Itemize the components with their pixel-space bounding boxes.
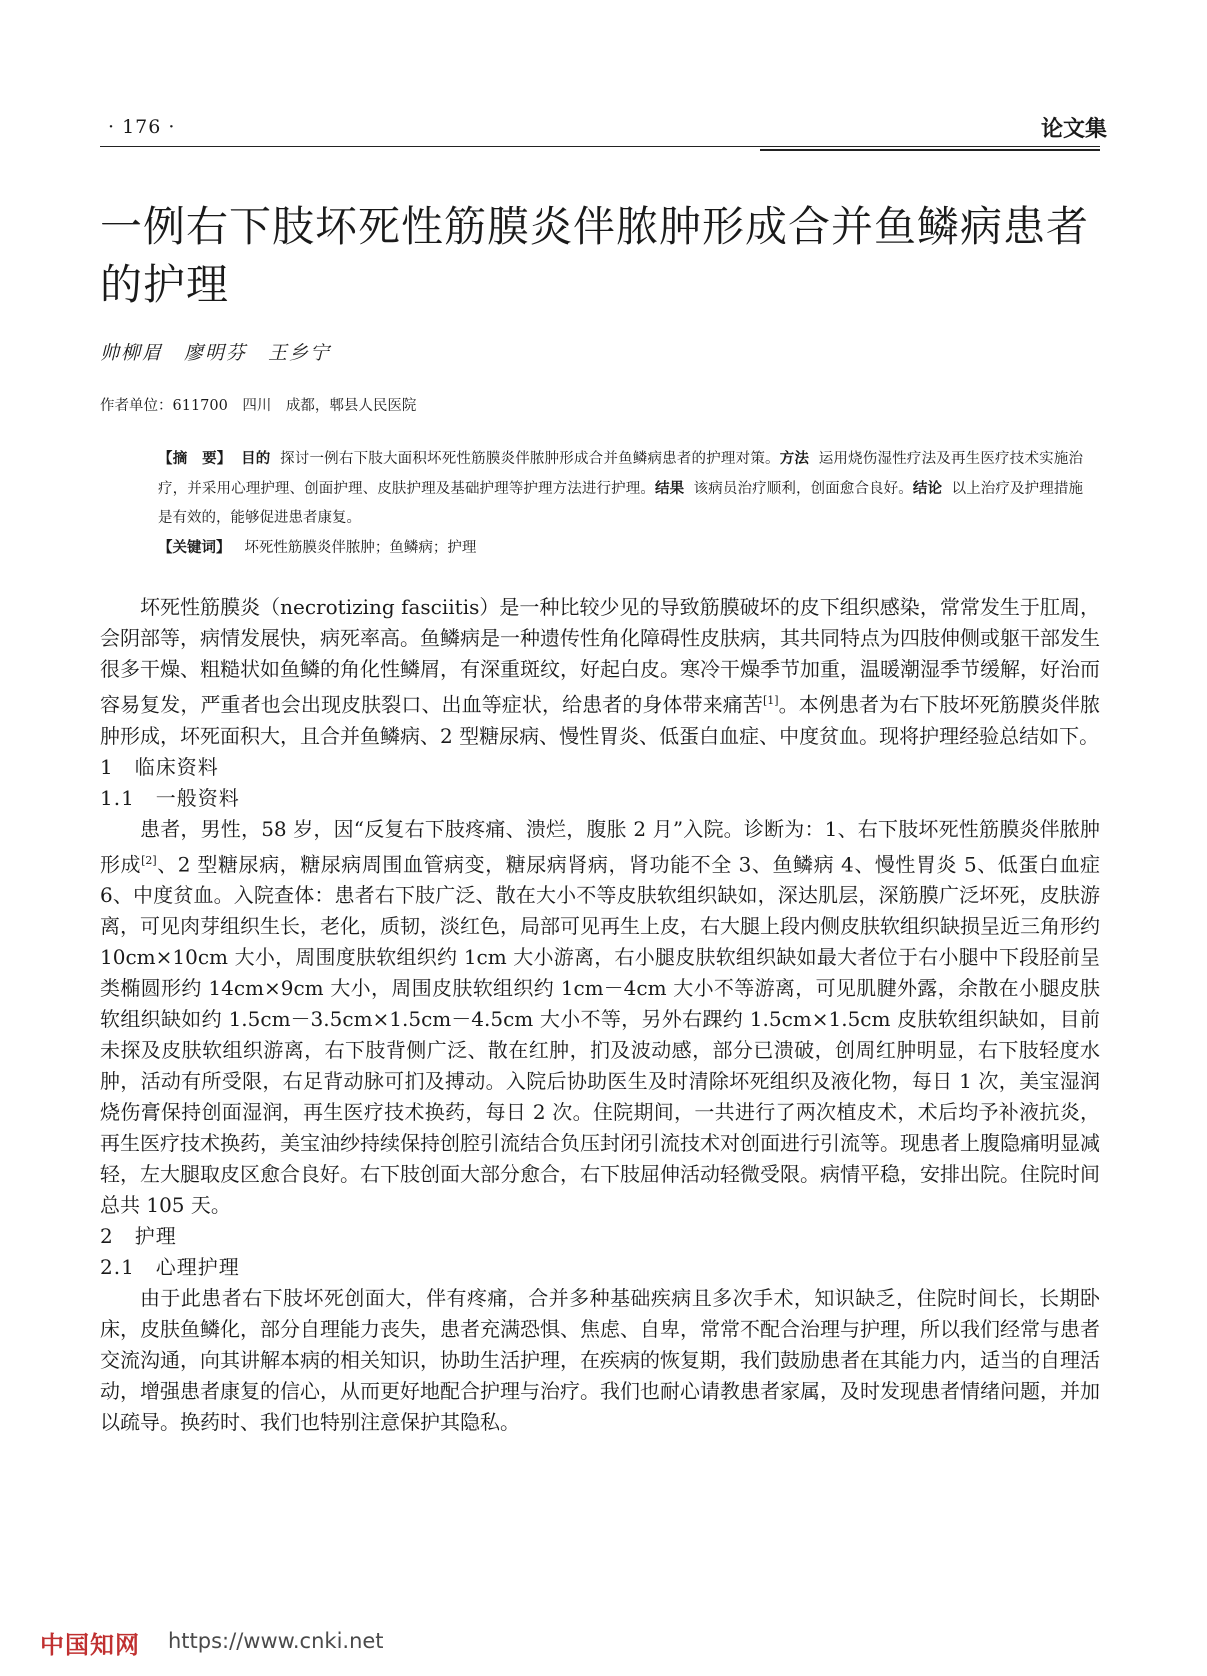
section-2-1-heading: 2.1 心理护理: [100, 1255, 240, 1280]
section-1-heading: 1 临床资料: [100, 754, 219, 779]
cnki-logo: 中国知网: [40, 1631, 140, 1659]
psych-paragraph: 由于此患者右下肢坏死创面大，伴有疼痛，合并多种基础疾病且多次手术，知识缺乏，住院时间长，长期卧床，皮肤鱼鳞化，部分自理能力丧失，患者充满恐惧、焦虑、自卑，常常不配合治理与护理，所以我们经常与患者交流沟通，向其讲解本病的相关知识，协助生活护理，在疾病的恢复期，我们鼓励患者在其能力内，适当的自理活动，增强患者康复的信心，从而更好地配合护理与治疗。我们也耐心请教患者家属，及时发现患者情绪问题，并加以疏导。换药时、我们也特别注意保护其隐私。: [100, 1286, 1100, 1435]
authors: 帅柳眉 廖明芬 王乡宁: [100, 342, 332, 364]
result-label: 结果: [654, 480, 685, 497]
case-text-b: 、2 型糖尿病，糖尿病周围血管病变，糖尿病肾病，肾功能不全 3、鱼鳞病 4、慢性胃炎 5、低蛋白血症 6、中度贫血。入院查体：患者右下肢广泛、散在大小不等皮肤软组织缺如，深达肌层，深筋膜广泛坏死，皮肤游离，可见肉芽组织生长，老化，质韧，淡红色，局部可见再生上皮，右大腿上段内侧皮肤软组织缺损呈近三角形约 10cm×10cm 大小，周围度肤软组织约 1cm 大小游离，右小腿皮肤软组织缺如最大者位于右小腿中下段胫前呈类椭圆形约 14cm×9cm 大小，周围皮肤软组织约 1cm－4cm 大小不等游离，可见肌腱外露，余散在小腿皮肤软组织缺如约 1.5cm－3.5cm×1.5cm－4.5cm 大小不等，另外右踝约 1.5cm×1.5cm 皮肤软组织缺如，目前未探及皮肤软组织游离，右下肢背侧广泛、散在红肿，扪及波动感，部分已溃破，创周红肿明显，右下肢轻度水肿，活动有所受限，右足背动脉可扪及搏动。入院后协助医生及时清除坏死组织及液化物，每日 1 次，美宝湿润烧伤膏保持创面湿润，再生医疗技术换药，每日 2 次。住院期间，一共进行了两次植皮术，术后均予补液抗炎，再生医疗技术换药，美宝油纱持续保持创腔引流结合负压封闭引流技术对创面进行引流等。现患者上腹隐痛明显减轻，左大腿取皮区愈合良好。右下肢创面大部分愈合，右下肢屈伸活动轻微受限。病情平稳，安排出院。住院时间总共 105 天。: [100, 852, 1101, 1218]
result-text: 该病员治疗顺利，创面愈合良好。: [693, 481, 913, 497]
header-rule-thick: [760, 149, 1100, 151]
affiliation: 作者单位：611700 四川 成都，郫县人民医院: [100, 398, 417, 414]
intro-text-b: 。本例患者为右下肢坏死筋膜炎伴脓肿形成，坏死面积大，且合并鱼鳞病、2 型糖尿病、慢性胃炎、低蛋白血症、中度贫血。现将护理经验总结如下。: [100, 692, 1101, 748]
journal-section: 论文集: [1040, 116, 1107, 142]
intro-paragraph: [100, 592, 1100, 752]
method-label: 方法: [779, 450, 810, 467]
citation-2: [2]: [141, 853, 157, 867]
page-number: · 176 ·: [108, 116, 176, 138]
method-text: 运用烧伤湿性疗法及再生医疗技术实施治疗，并采用心理护理、创面护理、皮肤护理及基础护理等护理方法进行护理。: [158, 451, 1084, 497]
abstract-label: 【摘 要】: [158, 450, 232, 467]
abstract-text: [158, 444, 1083, 533]
case-text-a: 患者，男性，58 岁，因“反复右下肢疼痛、溃烂，腹胀 2 月”入院。诊断为：1、右下肢坏死性筋膜炎伴脓肿形成: [100, 816, 1100, 877]
cnki-url[interactable]: https://www.cnki.net: [168, 1629, 384, 1653]
purpose-label: 目的: [241, 450, 271, 467]
keywords-label: 【关键词】: [158, 539, 231, 556]
article-title: 一例右下肢坏死性筋膜炎伴脓肿形成合并鱼鳞病患者的护理: [100, 202, 1090, 310]
conclusion-label: 结论: [912, 480, 943, 497]
keywords: [158, 533, 1083, 563]
section-1-1-heading: 1.1 一般资料: [100, 785, 240, 810]
section-2-heading: 2 护理: [100, 1224, 177, 1249]
keywords-text: 坏死性筋膜炎伴脓肿；鱼鳞病；护理: [244, 540, 477, 556]
citation-1: [1]: [762, 694, 779, 707]
case-paragraph: [100, 814, 1100, 1222]
purpose-text: 探讨一例右下肢大面积坏死性筋膜炎伴脓肿形成合并鱼鳞病患者的护理对策。: [280, 451, 780, 467]
intro-text-a: 坏死性筋膜炎（necrotizing fasciitis）是一种比较少见的导致筋膜破坏的皮下组织感染，常常发生于肛周，会阴部等，病情发展快，病死率高。鱼鳞病是一种遗传性角化障碍性皮肤病，其共同特点为四肢伸侧或躯干部发生很多干燥、粗糙状如鱼鳞的角化性鳞屑，有深重斑纹，好起白皮。寒冷干燥季节加重，温暖潮湿季节缓解，好治而容易复发，严重者也会出现皮肤裂口、出血等症状，给患者的身体带来痛苦: [100, 595, 1100, 717]
header-rule: [100, 146, 1100, 147]
conclusion-text: 以上治疗及护理措施是有效的，能够促进患者康复。: [158, 481, 1084, 526]
article-body: [100, 592, 1100, 1438]
abstract: [158, 444, 1083, 563]
